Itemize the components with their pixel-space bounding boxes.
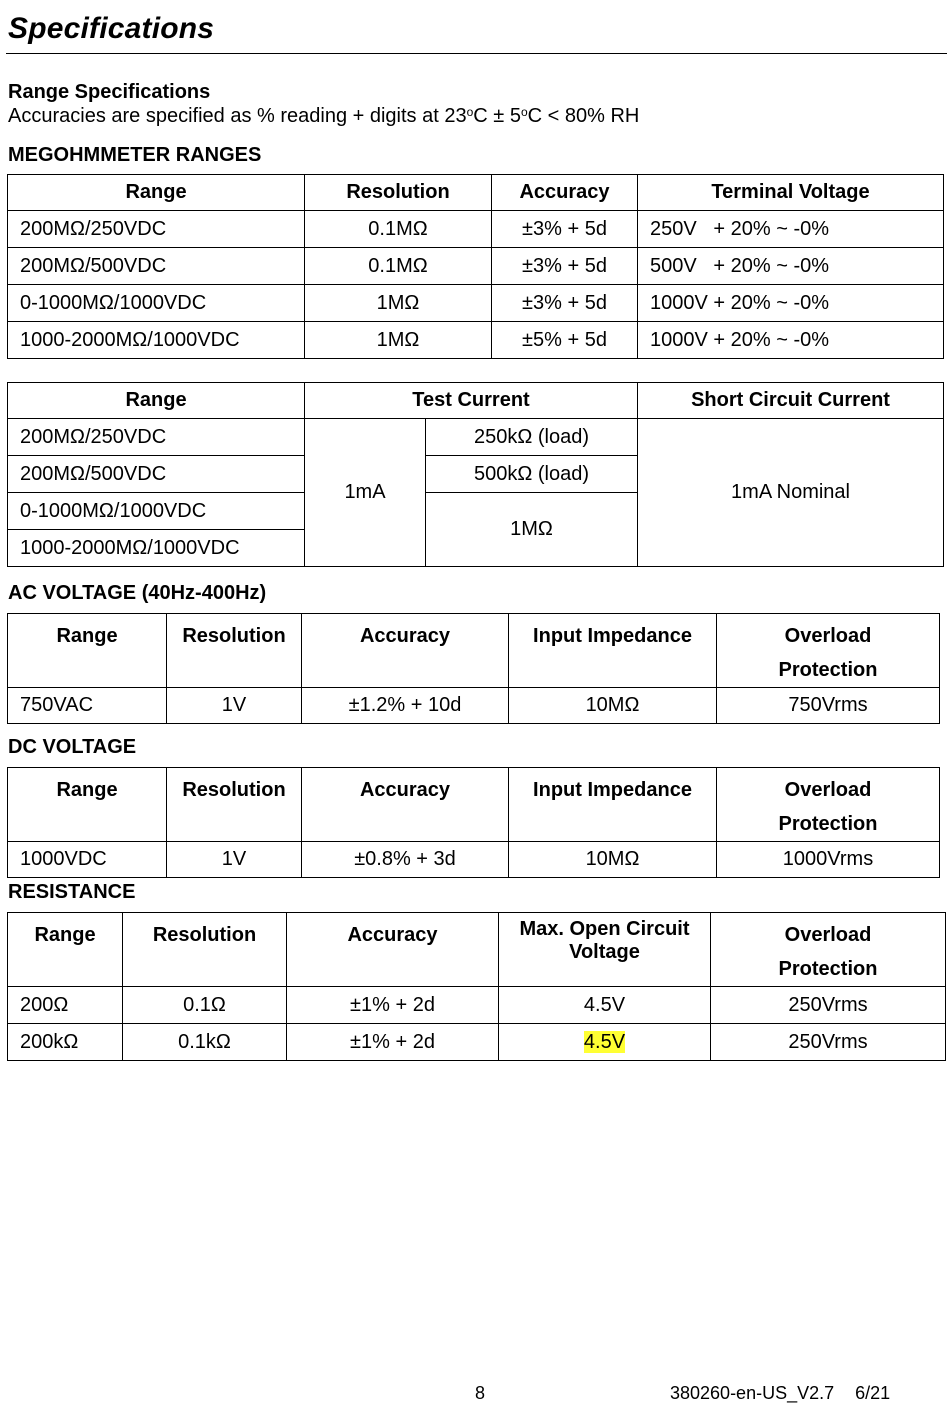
accuracy-note-suffix: C < 80% RH [527, 105, 640, 127]
column-header: Range [8, 614, 167, 688]
cell-accuracy: ±1.2% + 10d [302, 688, 509, 724]
cell-open-circuit-voltage [499, 1024, 711, 1061]
cell-overload: 750Vrms [717, 688, 940, 724]
table-row [8, 419, 944, 456]
accuracy-note [8, 105, 639, 128]
title-divider [6, 53, 947, 54]
table-row [8, 842, 940, 878]
cell-terminal-voltage: 500V + 20% ~ -0% [638, 248, 944, 285]
ac-voltage-section-title: AC VOLTAGE (40Hz-400Hz) [8, 582, 267, 604]
cell-input-impedance: 10MΩ [509, 688, 717, 724]
cell-accuracy: ±1% + 2d [287, 987, 499, 1024]
column-header: Range [8, 383, 305, 419]
table-header-row [8, 175, 944, 211]
column-header: Resolution [123, 913, 287, 987]
table-row [8, 322, 944, 359]
table-row [8, 248, 944, 285]
cell-range: 200Ω [8, 987, 123, 1024]
cell-resolution: 1V [167, 688, 302, 724]
cell-resolution: 0.1kΩ [123, 1024, 287, 1061]
column-header: Resolution [305, 175, 492, 211]
column-header: Max. Open Circuit Voltage [499, 913, 711, 987]
test-current-table [7, 382, 944, 567]
cell-load: 250kΩ (load) [426, 419, 638, 456]
column-header: Resolution [167, 768, 302, 842]
highlighted-value: 4.5V [583, 1030, 626, 1053]
cell-terminal-voltage: 1000V + 20% ~ -0% [638, 285, 944, 322]
cell-overload: 250Vrms [711, 1024, 946, 1061]
cell-resolution: 1MΩ [305, 285, 492, 322]
megohm-table [7, 174, 944, 359]
column-header: Input Impedance [509, 614, 717, 688]
cell-range: 200MΩ/500VDC [8, 248, 305, 285]
table-header-row [8, 383, 944, 419]
column-header: Accuracy [492, 175, 638, 211]
cell-range: 200kΩ [8, 1024, 123, 1061]
degree-mark: o [520, 105, 528, 119]
cell-range: 200MΩ/250VDC [8, 419, 305, 456]
column-header: Short Circuit Current [638, 383, 944, 419]
table-header-row [8, 768, 940, 842]
cell-range: 1000-2000MΩ/1000VDC [8, 530, 305, 567]
cell-resolution: 1MΩ [305, 322, 492, 359]
resistance-table [7, 912, 946, 1061]
cell-range: 200MΩ/250VDC [8, 211, 305, 248]
cell-input-impedance: 10MΩ [509, 842, 717, 878]
cell-resolution: 1V [167, 842, 302, 878]
column-header: Accuracy [287, 913, 499, 987]
range-spec-heading: Range Specifications [8, 81, 211, 103]
table-header-row [8, 913, 946, 987]
column-header: Range [8, 913, 123, 987]
cell-accuracy: ±3% + 5d [492, 211, 638, 248]
cell-accuracy: ±3% + 5d [492, 285, 638, 322]
cell-resolution: 0.1Ω [123, 987, 287, 1024]
cell-accuracy: ±0.8% + 3d [302, 842, 509, 878]
table-row [8, 211, 944, 248]
table-row [8, 987, 946, 1024]
accuracy-note-mid: C ± 5 [473, 105, 521, 127]
column-header: Terminal Voltage [638, 175, 944, 211]
cell-accuracy: ±5% + 5d [492, 322, 638, 359]
table-header-row [8, 614, 940, 688]
page-title: Specifications [8, 12, 215, 45]
dc-voltage-table [7, 767, 940, 878]
cell-accuracy: ±1% + 2d [287, 1024, 499, 1061]
cell-range: 0-1000MΩ/1000VDC [8, 285, 305, 322]
document-id: 380260-en-US_V2.7 6/21 [670, 1383, 891, 1403]
cell-resolution: 0.1MΩ [305, 211, 492, 248]
column-header: Resolution [167, 614, 302, 688]
column-header: Overload Protection [717, 614, 940, 688]
cell-resolution: 0.1MΩ [305, 248, 492, 285]
column-header: Overload Protection [717, 768, 940, 842]
column-header: Test Current [305, 383, 638, 419]
cell-open-circuit-voltage: 4.5V [499, 987, 711, 1024]
cell-terminal-voltage: 250V + 20% ~ -0% [638, 211, 944, 248]
cell-range: 1000VDC [8, 842, 167, 878]
dc-voltage-section-title: DC VOLTAGE [8, 736, 137, 758]
cell-range: 0-1000MΩ/1000VDC [8, 493, 305, 530]
cell-load: 1MΩ [426, 493, 638, 567]
column-header: Range [8, 175, 305, 211]
column-header: Overload Protection [711, 913, 946, 987]
cell-accuracy: ±3% + 5d [492, 248, 638, 285]
megohm-section-title: MEGOHMMETER RANGES [8, 144, 262, 166]
cell-test-current: 1mA [305, 419, 426, 567]
page-number: 8 [475, 1383, 486, 1403]
column-header: Range [8, 768, 167, 842]
column-header: Accuracy [302, 768, 509, 842]
table-row [8, 285, 944, 322]
cell-range: 1000-2000MΩ/1000VDC [8, 322, 305, 359]
cell-range: 750VAC [8, 688, 167, 724]
cell-load: 500kΩ (load) [426, 456, 638, 493]
degree-mark: o [466, 105, 474, 119]
table-row [8, 688, 940, 724]
cell-terminal-voltage: 1000V + 20% ~ -0% [638, 322, 944, 359]
cell-short-circuit: 1mA Nominal [638, 419, 944, 567]
column-header: Input Impedance [509, 768, 717, 842]
resistance-section-title: RESISTANCE [8, 881, 136, 903]
ac-voltage-table [7, 613, 940, 724]
cell-overload: 250Vrms [711, 987, 946, 1024]
cell-overload: 1000Vrms [717, 842, 940, 878]
accuracy-note-prefix: Accuracies are specified as % reading + digits at 23 [8, 105, 467, 127]
table-row [8, 1024, 946, 1061]
cell-range: 200MΩ/500VDC [8, 456, 305, 493]
column-header: Accuracy [302, 614, 509, 688]
